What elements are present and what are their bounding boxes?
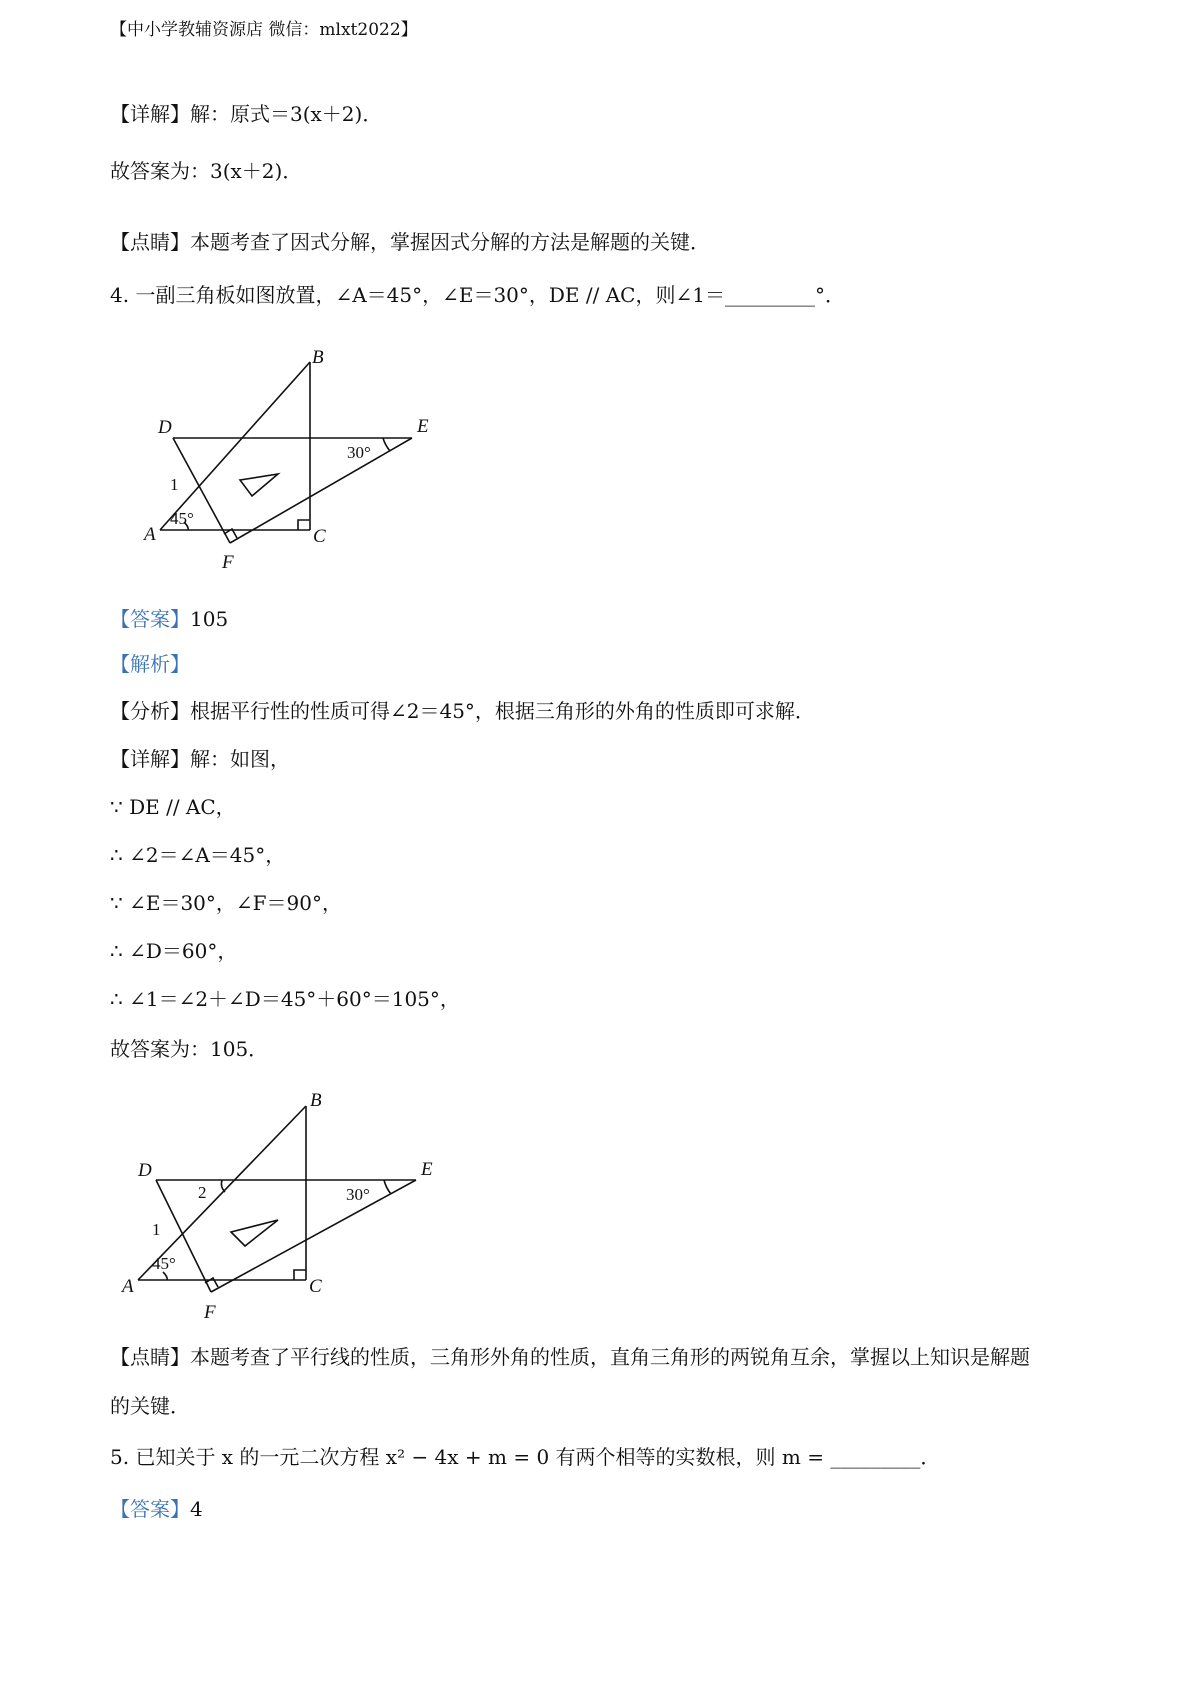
answer-tag: 【答案】	[110, 1497, 190, 1521]
label-angle-2: 2	[198, 1183, 207, 1202]
label-45: 45°	[152, 1254, 176, 1273]
label-b: B	[312, 347, 324, 368]
q4-figure	[140, 330, 480, 580]
label-45: 45°	[170, 509, 194, 528]
q4-detail-line: ∵ DE // AC，	[110, 795, 236, 819]
label-e: E	[421, 1159, 433, 1180]
label-a: A	[122, 1276, 134, 1297]
label-f: F	[222, 552, 234, 573]
q5-answer-line	[110, 1495, 203, 1523]
q4-detail-line: ∴ ∠2＝∠A＝45°，	[110, 843, 286, 867]
q4-comment-2: 的关键．	[110, 1394, 190, 1418]
answer-tag: 【答案】	[110, 607, 190, 631]
q3-comment: 【点睛】本题考查了因式分解，掌握因式分解的方法是解题的关键．	[110, 230, 710, 254]
q4-detail-line: ∵ ∠E＝30°，∠F＝90°，	[110, 891, 342, 915]
q3-answer: 故答案为：3(x＋2)．	[110, 159, 303, 183]
label-c: C	[309, 1276, 322, 1297]
label-c: C	[313, 526, 326, 547]
q3-detail: 【详解】解：原式＝3(x＋2)．	[110, 102, 383, 126]
q5-answer-value: 4	[190, 1497, 203, 1521]
q4-comment-1: 【点睛】本题考查了平行线的性质，三角形外角的性质，直角三角形的两锐角互余，掌握以上知识是解题	[110, 1345, 1030, 1369]
label-f: F	[204, 1302, 216, 1323]
q4-solution-figure	[118, 1080, 458, 1330]
label-d: D	[138, 1160, 152, 1181]
label-30: 30°	[346, 1185, 370, 1204]
label-e: E	[417, 416, 429, 437]
q4-detail-line: 故答案为：105．	[110, 1037, 269, 1061]
q4-question: 4. 一副三角板如图放置，∠A＝45°，∠E＝30°，DE // AC，则∠1＝_________°．	[110, 283, 845, 307]
q4-answer-line	[110, 605, 228, 633]
q4-analysis: 【分析】根据平行性的性质可得∠2＝45°，根据三角形的外角的性质即可求解．	[110, 699, 815, 723]
q4-analysis-tag: 【解析】	[110, 652, 190, 676]
label-d: D	[158, 417, 172, 438]
q4-detail-line: 【详解】解：如图，	[110, 747, 290, 771]
q4-detail-line: ∴ ∠1＝∠2＋∠D＝45°＋60°＝105°，	[110, 987, 460, 1011]
label-b: B	[310, 1090, 322, 1111]
q4-answer-value: 105	[190, 607, 229, 631]
q5-question: 5. 已知关于 x 的一元二次方程 x² − 4x + m = 0 有两个相等的实数根，则 m = _________．	[110, 1445, 941, 1469]
label-angle-1: 1	[152, 1220, 161, 1239]
header-watermark: 【中小学教辅资源店 微信：mlxt2022】	[110, 20, 418, 40]
label-angle-1: 1	[170, 475, 179, 494]
q4-detail-line: ∴ ∠D＝60°，	[110, 939, 238, 963]
label-30: 30°	[347, 443, 371, 462]
label-a: A	[144, 524, 156, 545]
